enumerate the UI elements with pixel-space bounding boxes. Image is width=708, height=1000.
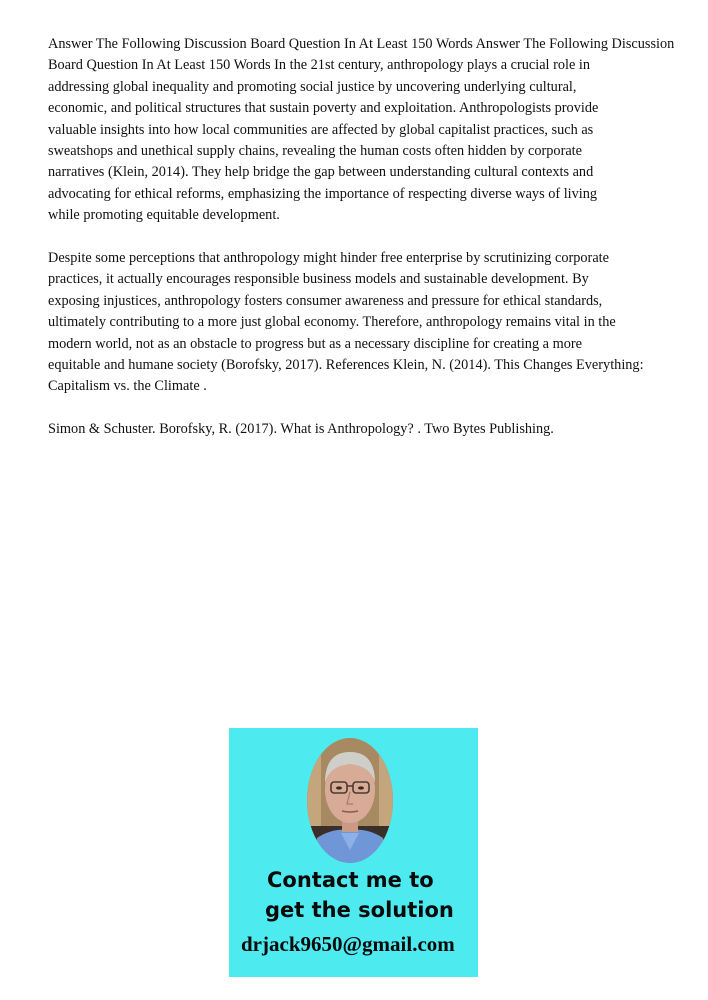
- text-line: practices, it actually encourages responsible business models and sustainable development. By: [48, 271, 589, 288]
- text-line: sweatshops and unethical supply chains, revealing the human costs often hidden by corporate: [48, 143, 583, 160]
- contact-heading-line-1: Contact me to: [267, 868, 434, 892]
- contact-promo-banner[interactable]: [229, 728, 478, 977]
- contact-heading-line-2: get the solution: [265, 898, 454, 922]
- document-body: [48, 34, 688, 462]
- text-line: ultimately contributing to a more just global economy. Therefore, anthropology remains vital in the: [48, 314, 616, 331]
- text-line: economic, and political structures that sustain poverty and exploitation. Anthropologists provide: [48, 100, 599, 117]
- text-line: exposing injustices, anthropology fosters consumer awareness and pressure for ethical standards,: [48, 292, 603, 309]
- person-portrait-icon: [307, 738, 393, 863]
- text-line: addressing global inequality and promoting social justice by uncovering underlying cultural,: [48, 78, 577, 95]
- text-line: Despite some perceptions that anthropology might hinder free enterprise by scrutinizing corporate: [48, 250, 609, 267]
- text-line: while promoting equitable development.: [48, 207, 280, 224]
- text-line: Answer The Following Discussion Board Question In At Least 150 Words Answer The Following Discussion: [48, 36, 675, 52]
- paragraph-2: [48, 248, 688, 398]
- contact-email-link[interactable]: drjack9650@gmail.com: [241, 932, 455, 956]
- text-line: Capitalism vs. the Climate .: [48, 378, 207, 395]
- references-paragraph: [48, 419, 688, 440]
- paragraph-1: [48, 34, 688, 227]
- text-line: equitable and humane society (Borofsky, 2017). References Klein, N. (2014). This Changes Everything:: [48, 357, 644, 374]
- text-line: valuable insights into how local communities are affected by global capitalist practices, such as: [48, 121, 594, 138]
- text-line: advocating for ethical reforms, emphasizing the importance of respecting diverse ways of living: [48, 185, 598, 202]
- text-line: modern world, not as an obstacle to progress but as a necessary discipline for creating a more: [48, 335, 582, 352]
- text-line: Simon & Schuster. Borofsky, R. (2017). What is Anthropology? . Two Bytes Publishing.: [48, 421, 554, 438]
- text-line: narratives (Klein, 2014). They help bridge the gap between understanding cultural contexts and: [48, 164, 594, 181]
- text-line: Board Question In At Least 150 Words In the 21st century, anthropology plays a crucial role in: [48, 57, 591, 74]
